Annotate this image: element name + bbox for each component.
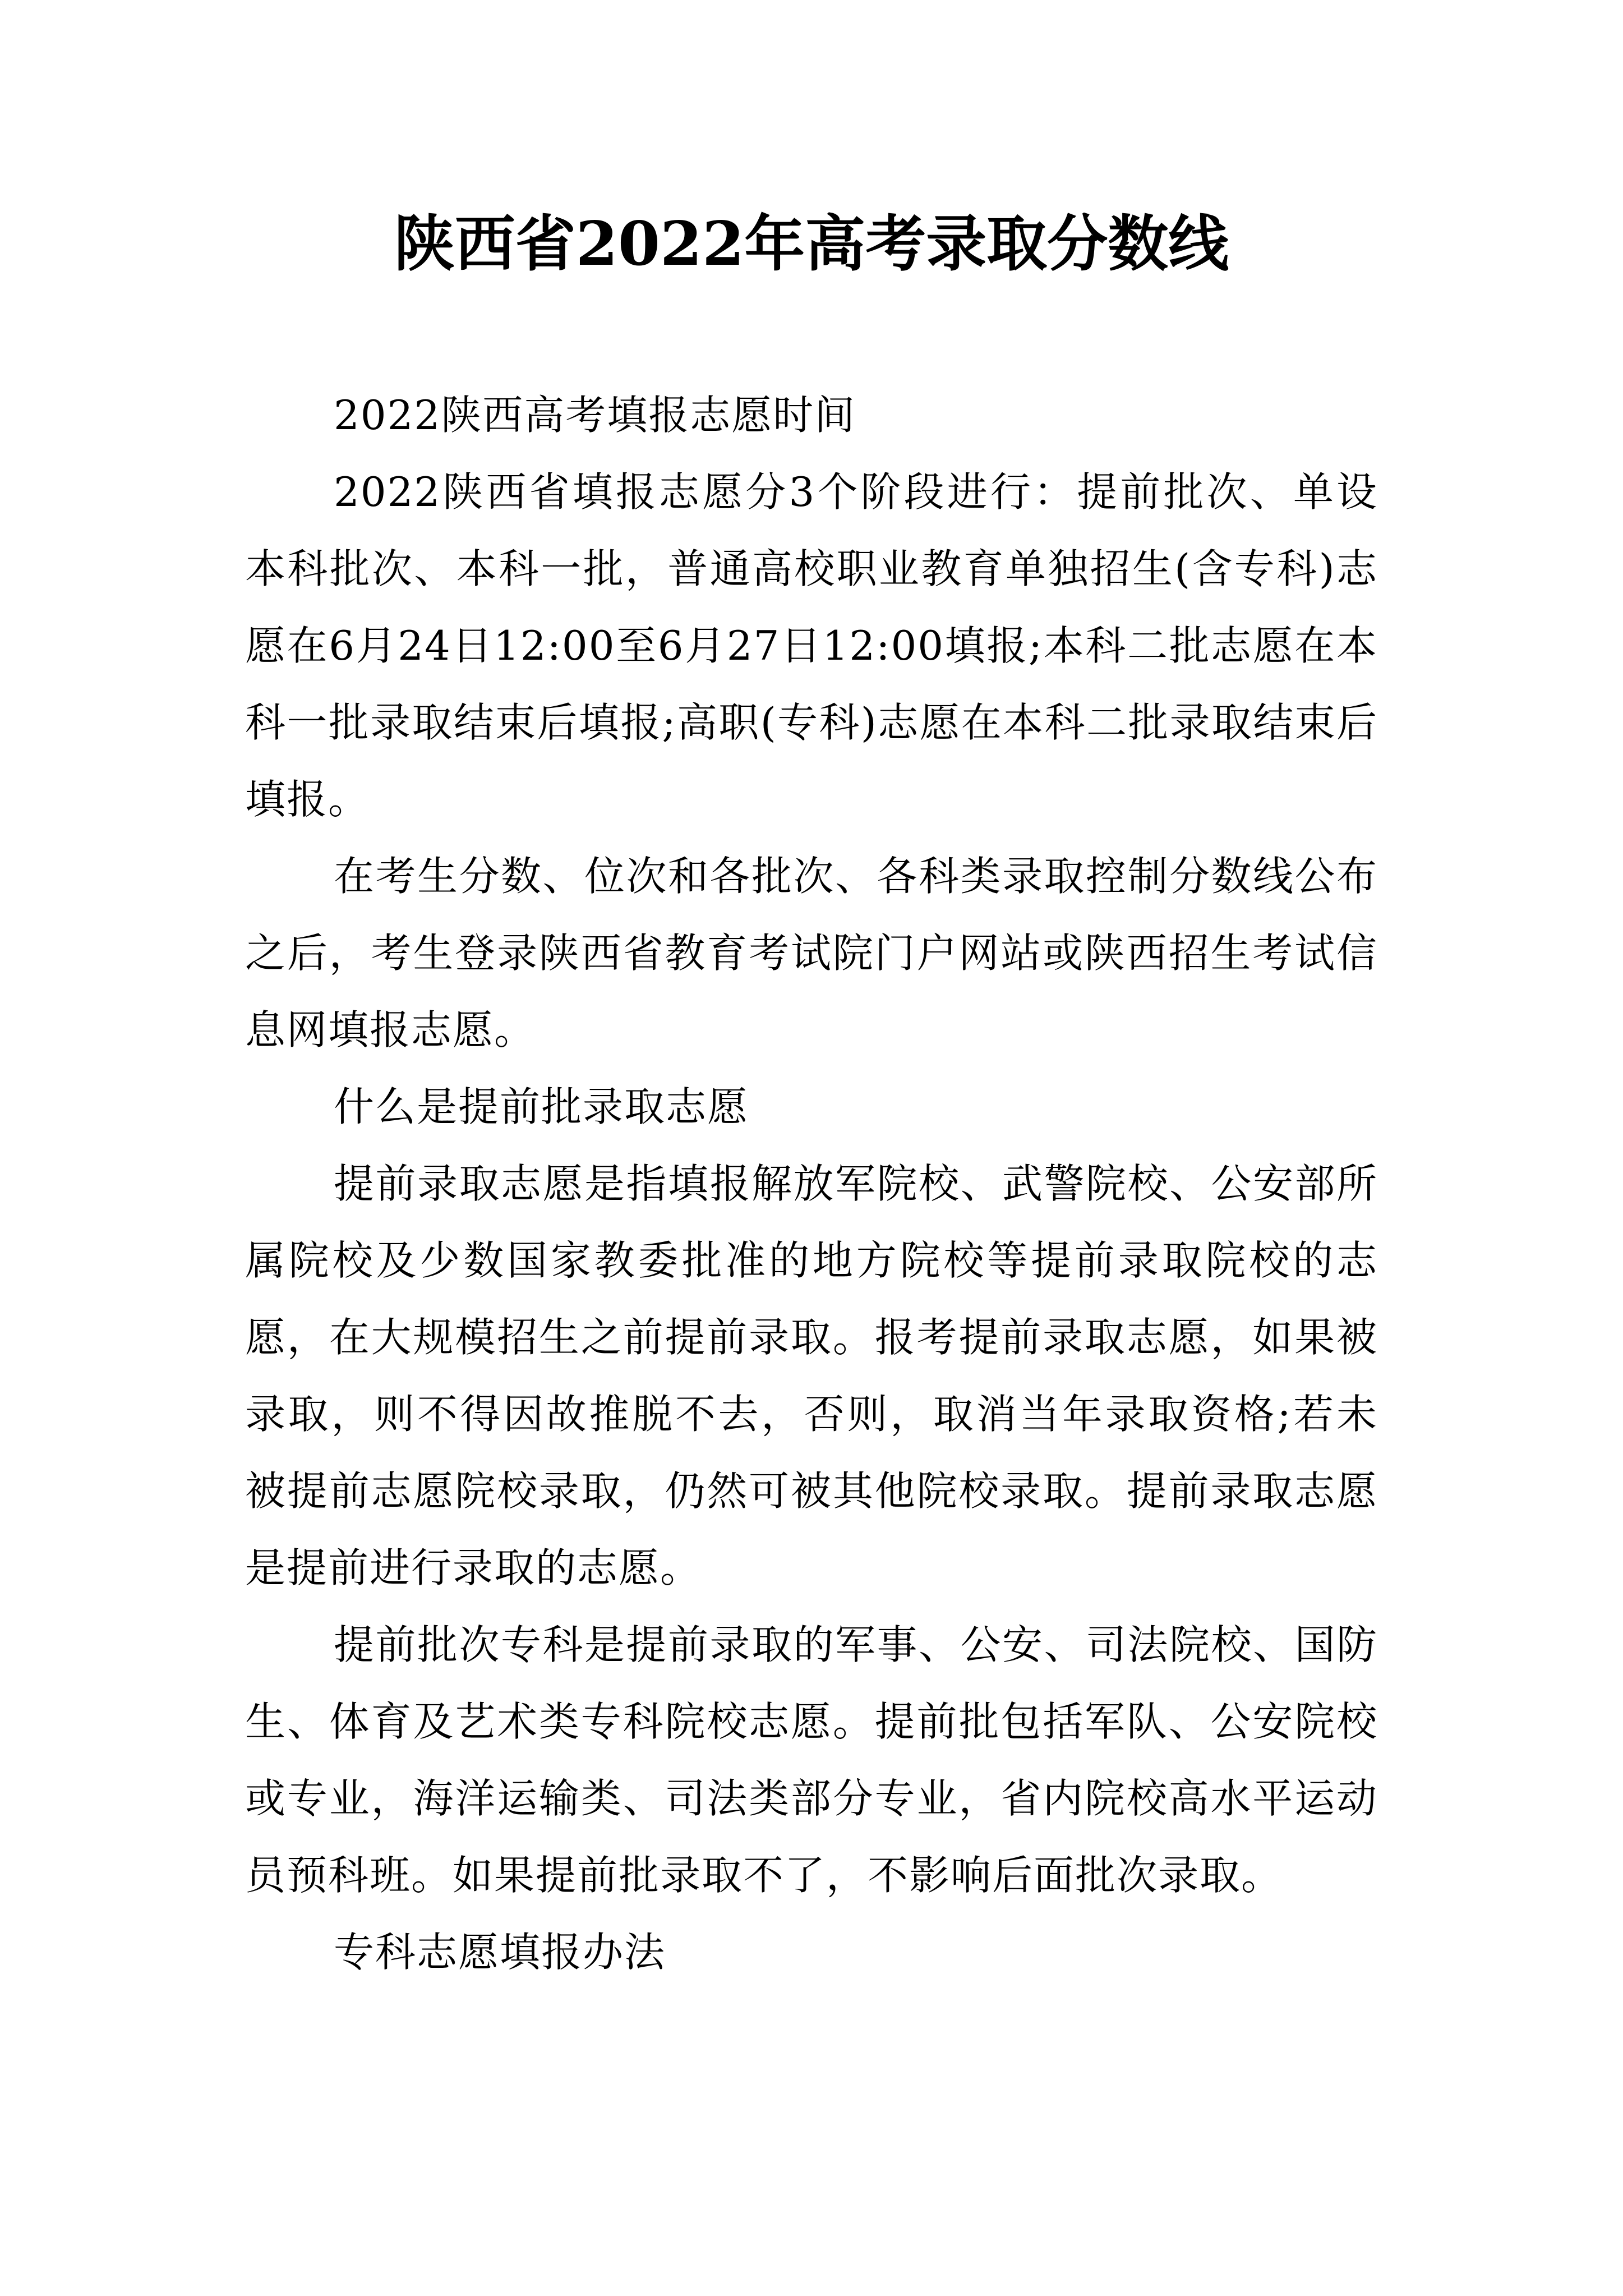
section-heading-application-time: 2022陕西高考填报志愿时间 — [334, 392, 856, 439]
paragraph-application-stages: 2022陕西省填报志愿分3个阶段进行：提前批次、单设本科批次、本科一批，普通高校职业教育单独招生(含专科)志愿在6月24日12:00至6月27日12:00填报;本科二批志愿在本科一批录取结束后填报;高职(专科)志愿在本科二批录取结束后填报。 — [245, 468, 1378, 823]
paragraph-early-admission-definition: 提前录取志愿是指填报解放军院校、武警院校、公安部所属院校及少数国家教委批准的地方院校等提前录取院校的志愿，在大规模招生之前提前录取。报考提前录取志愿，如果被录取，则不得因故推脱不去，否则，取消当年录取资格;若未被提前志愿院校录取，仍然可被其他院校录取。提前录取志愿是提前进行录取的志愿。 — [245, 1160, 1378, 1591]
section-heading-early-admission: 什么是提前批录取志愿 — [334, 1083, 749, 1130]
paragraph-early-batch-vocational: 提前批次专科是提前录取的军事、公安、司法院校、国防生、体育及艺术类专科院校志愿。提前批包括军队、公安院校或专业，海洋运输类、司法类部分专业，省内院校高水平运动员预科班。如果提前批录取不了，不影响后面批次录取。 — [245, 1621, 1378, 1899]
document-title: 陕西省2022年高考录取分数线 — [394, 209, 1229, 279]
document-body — [245, 377, 1378, 1991]
section-heading-vocational-method: 专科志愿填报办法 — [334, 1929, 666, 1976]
paragraph-application-portal: 在考生分数、位次和各批次、各科类录取控制分数线公布之后，考生登录陕西省教育考试院门户网站或陕西招生考试信息网填报志愿。 — [245, 853, 1378, 1053]
